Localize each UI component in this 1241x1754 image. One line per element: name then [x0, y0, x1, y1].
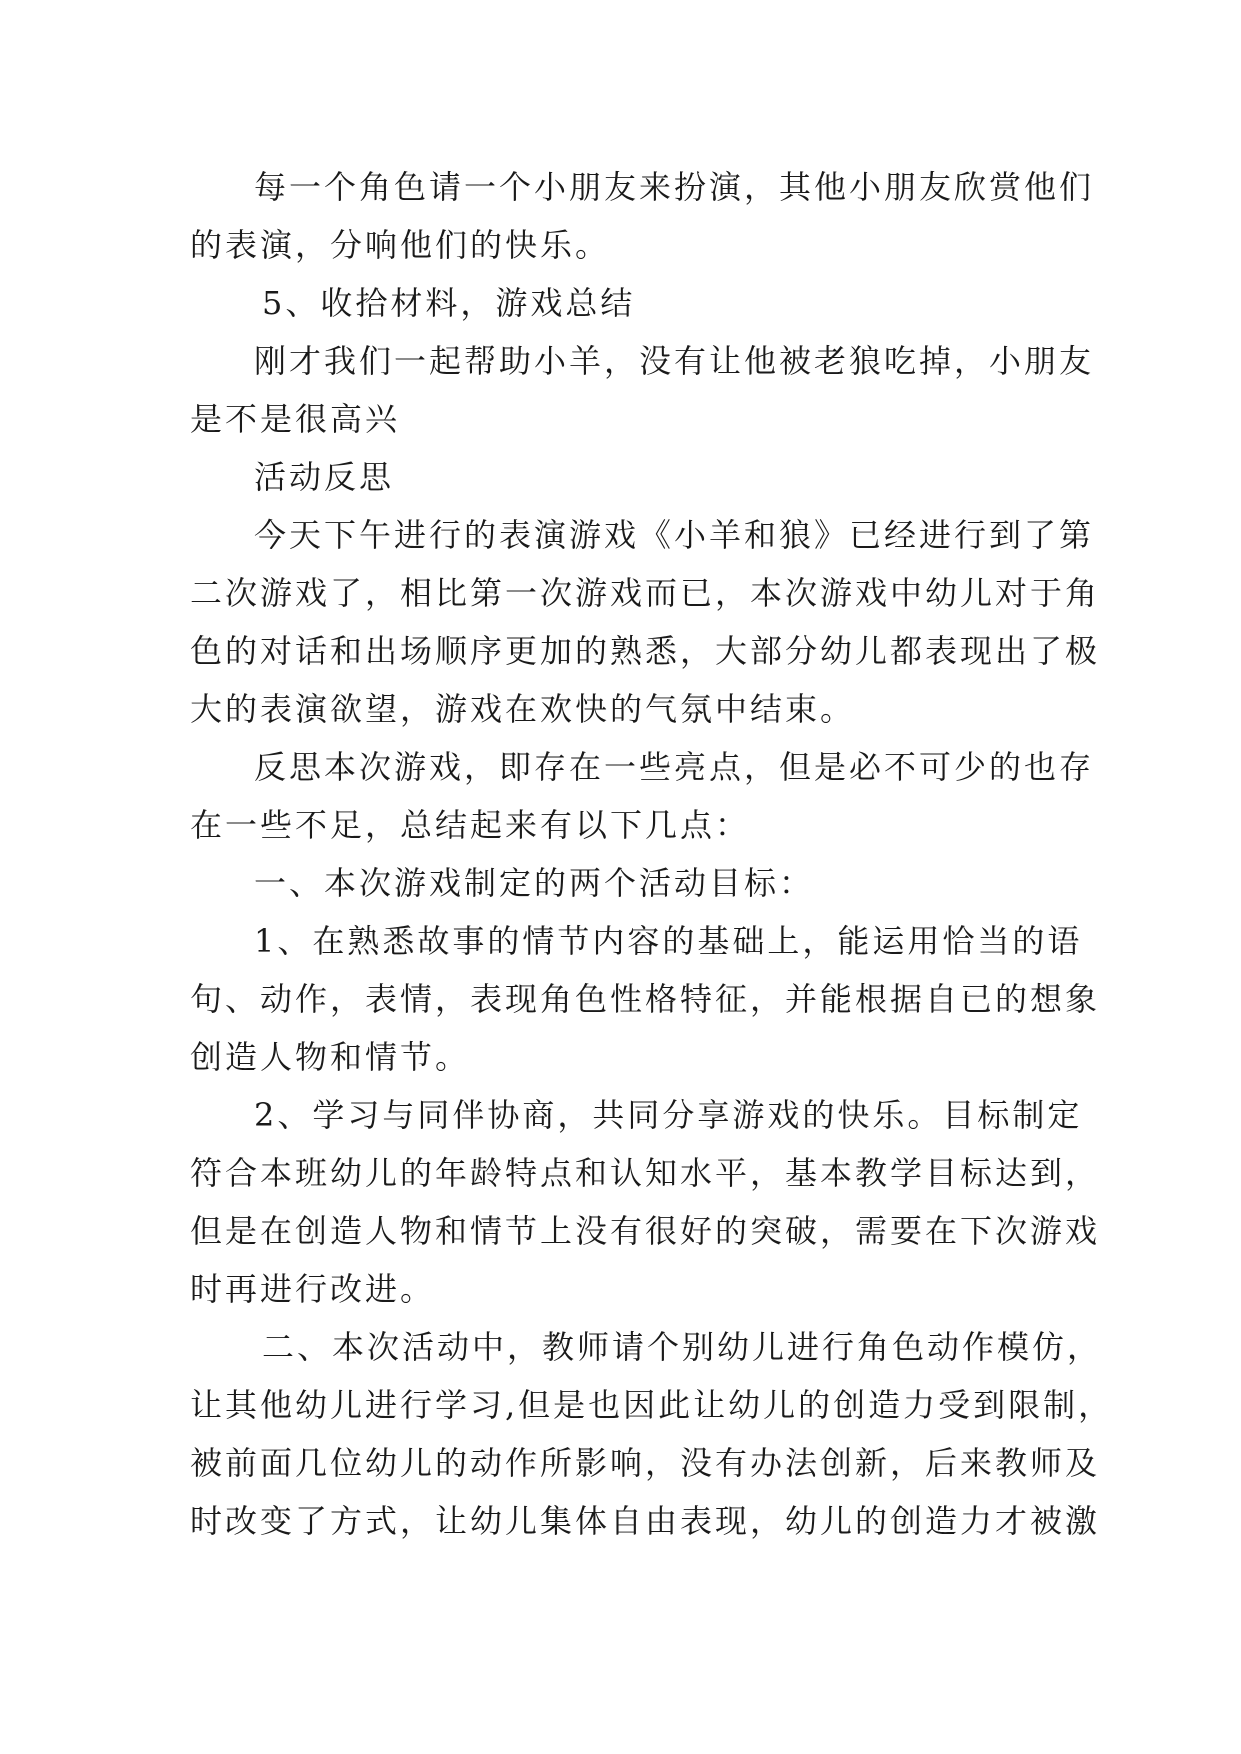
paragraph-line: 让其他幼儿进行学习,但是也因此让幼儿的创造力受到限制， — [190, 1386, 1114, 1424]
paragraph-line: 在一些不足，总结起来有以下几点： — [190, 806, 751, 844]
paragraph-line: 时再进行改进。 — [190, 1270, 436, 1308]
document-body — [190, 158, 1114, 1550]
paragraph-line: 二次游戏了，相比第一次游戏而已，本次游戏中幼儿对于角 — [190, 574, 1101, 612]
paragraph-line: 句、动作，表情，表现角色性格特征，并能根据自已的想象 — [190, 980, 1101, 1018]
paragraph-line: 时改变了方式，让幼儿集体自由表现，幼儿的创造力才被激 — [190, 1502, 1101, 1540]
paragraph-line: 符合本班幼儿的年龄特点和认知水平，基本教学目标达到， — [190, 1154, 1101, 1192]
paragraph-line: 被前面几位幼儿的动作所影响，没有办法创新，后来教师及 — [190, 1444, 1101, 1482]
paragraph-line: 一、本次游戏制定的两个活动目标： — [254, 864, 815, 902]
paragraph-line: 但是在创造人物和情节上没有很好的突破，需要在下次游戏 — [190, 1212, 1101, 1250]
paragraph-line: 今天下午进行的表演游戏《小羊和狼》已经进行到了第 — [254, 516, 1095, 554]
paragraph-line: 创造人物和情节。 — [190, 1038, 471, 1076]
section-heading: 5、收拾材料，游戏总结 — [262, 284, 636, 322]
section-heading: 活动反思 — [254, 458, 395, 496]
paragraph-line: 每一个角色请一个小朋友来扮演，其他小朋友欣赏他们 — [254, 168, 1095, 206]
paragraph-line: 二、本次活动中，教师请个别幼儿进行角色动作模仿， — [262, 1328, 1103, 1366]
paragraph-line: 色的对话和出场顺序更加的熟悉，大部分幼儿都表现出了极 — [190, 632, 1101, 670]
paragraph-line: 1、在熟悉故事的情节内容的基础上，能运用恰当的语 — [254, 922, 1083, 960]
paragraph-line: 2、学习与同伴协商，共同分享游戏的快乐。目标制定 — [254, 1096, 1083, 1134]
paragraph-line: 大的表演欲望，游戏在欢快的气氛中结束。 — [190, 690, 856, 728]
paragraph-line: 刚才我们一起帮助小羊，没有让他被老狼吃掉，小朋友 — [254, 342, 1095, 380]
paragraph-line: 的表演，分响他们的快乐。 — [190, 226, 611, 264]
paragraph-line: 是不是很高兴 — [190, 400, 401, 438]
paragraph-line: 反思本次游戏，即存在一些亮点，但是必不可少的也存 — [254, 748, 1095, 786]
